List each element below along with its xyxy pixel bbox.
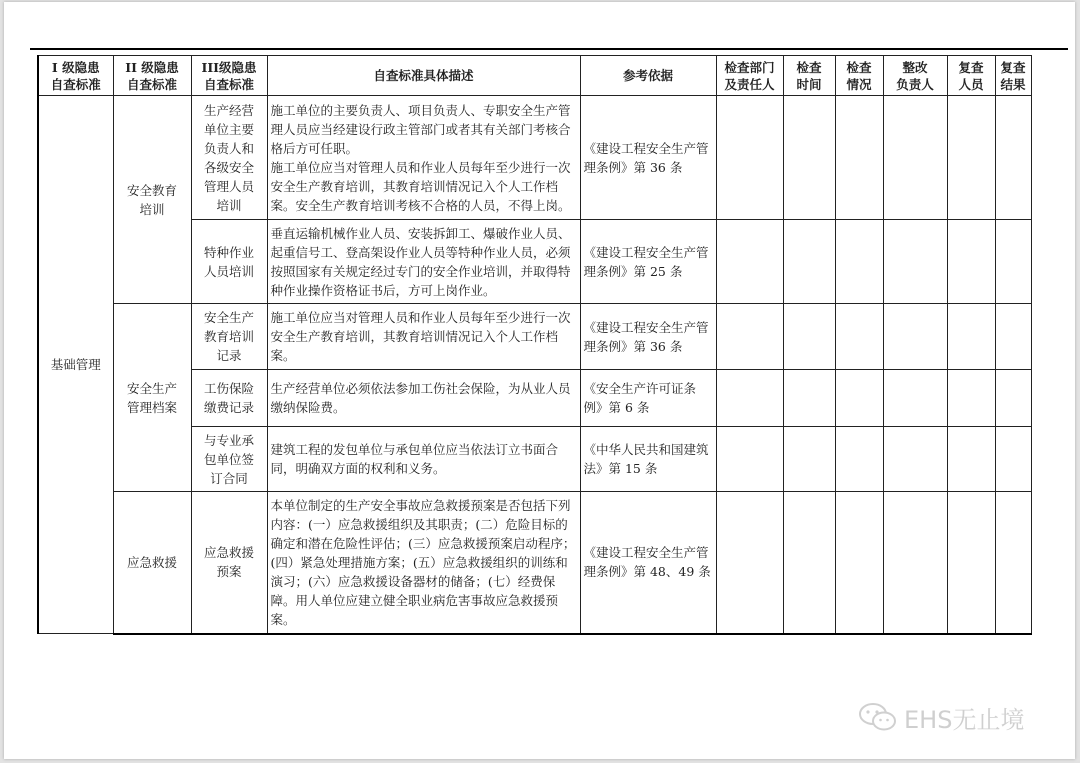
recheck-person-cell[interactable]: [947, 427, 995, 492]
recheck-result-cell[interactable]: [995, 220, 1031, 304]
recheck-result-cell[interactable]: [995, 427, 1031, 492]
wechat-icon: [858, 702, 898, 732]
header-row: [38, 56, 1031, 96]
dept-cell[interactable]: [716, 427, 783, 492]
status-cell[interactable]: [835, 304, 883, 370]
recheck-result-cell[interactable]: [995, 492, 1031, 634]
header-rule: [30, 48, 1068, 50]
time-cell[interactable]: [783, 492, 835, 634]
header-level1: I 级隐患 自查标准: [38, 56, 113, 96]
recheck-person-cell[interactable]: [947, 96, 995, 220]
level3-cell: 与专业承 包单位签 订合同: [191, 427, 267, 492]
table-row: [38, 492, 1031, 634]
reference-cell: 《建设工程安全生产管理条例》第 48、49 条: [580, 492, 716, 634]
recheck-result-cell[interactable]: [995, 304, 1031, 370]
level1-cell: 基础管理: [38, 96, 113, 634]
header-recheck-result: 复查 结果: [995, 56, 1031, 96]
time-cell[interactable]: [783, 304, 835, 370]
dept-cell[interactable]: [716, 304, 783, 370]
level3-cell: 特种作业 人员培训: [191, 220, 267, 304]
time-cell[interactable]: [783, 220, 835, 304]
header-rectify: 整改 负责人: [883, 56, 947, 96]
level3-cell: 工伤保险 缴费记录: [191, 370, 267, 427]
header-reference: 参考依据: [580, 56, 716, 96]
dept-cell[interactable]: [716, 492, 783, 634]
watermark: [858, 700, 1024, 734]
rectify-cell[interactable]: [883, 370, 947, 427]
rectify-cell[interactable]: [883, 427, 947, 492]
description-cell: 本单位制定的生产安全事故应急救援预案是否包括下列内容：(一）应急救援组织及其职责；(二）危险目标的确定和潜在危险性评估；(三）应急救援预案启动程序；(四）紧急处理措施方案；(五）应急救援组织的训练和演习；(六）应急救援设备器材的储备；(七）经费保障。用人单位应建立健全职业病危害事故应急救援预案。: [267, 492, 580, 634]
rectify-cell[interactable]: [883, 304, 947, 370]
header-dept: 检查部门 及责任人: [716, 56, 783, 96]
description-cell: 垂直运输机械作业人员、安装拆卸工、爆破作业人员、起重信号工、登高架设作业人员等特种作业人员，必须按照国家有关规定经过专门的安全作业培训，并取得特种作业操作资格证书后，方可上岗作业。: [267, 220, 580, 304]
rectify-cell[interactable]: [883, 492, 947, 634]
status-cell[interactable]: [835, 220, 883, 304]
hazard-self-check-table: [37, 55, 1032, 635]
reference-cell: 《安全生产许可证条例》第 6 条: [580, 370, 716, 427]
dept-cell[interactable]: [716, 370, 783, 427]
header-time: 检查 时间: [783, 56, 835, 96]
level3-cell: 应急救援 预案: [191, 492, 267, 634]
level3-cell: 安全生产 教育培训 记录: [191, 304, 267, 370]
status-cell[interactable]: [835, 492, 883, 634]
description-cell: 施工单位应当对管理人员和作业人员每年至少进行一次安全生产教育培训，其教育培训情况记入个人工作档案。: [267, 304, 580, 370]
header-level3: III级隐患 自查标准: [191, 56, 267, 96]
header-description: 自查标准具体描述: [267, 56, 580, 96]
status-cell[interactable]: [835, 370, 883, 427]
rectify-cell[interactable]: [883, 96, 947, 220]
recheck-result-cell[interactable]: [995, 370, 1031, 427]
recheck-person-cell[interactable]: [947, 492, 995, 634]
level2-training: 安全教育 培训: [113, 96, 191, 304]
table-row: [38, 304, 1031, 370]
reference-cell: 《中华人民共和国建筑法》第 15 条: [580, 427, 716, 492]
dept-cell[interactable]: [716, 96, 783, 220]
time-cell[interactable]: [783, 370, 835, 427]
level2-archives: 安全生产 管理档案: [113, 304, 191, 492]
time-cell[interactable]: [783, 96, 835, 220]
watermark-text: EHS无止境: [904, 705, 1025, 734]
description-cell: 生产经营单位必须依法参加工伤社会保险，为从业人员缴纳保险费。: [267, 370, 580, 427]
status-cell[interactable]: [835, 427, 883, 492]
reference-cell: 《建设工程安全生产管理条例》第 36 条: [580, 96, 716, 220]
recheck-person-cell[interactable]: [947, 370, 995, 427]
level3-cell: 生产经营 单位主要 负责人和 各级安全 管理人员 培训: [191, 96, 267, 220]
table-row: [38, 96, 1031, 220]
reference-cell: 《建设工程安全生产管理条例》第 25 条: [580, 220, 716, 304]
rectify-cell[interactable]: [883, 220, 947, 304]
time-cell[interactable]: [783, 427, 835, 492]
status-cell[interactable]: [835, 96, 883, 220]
recheck-person-cell[interactable]: [947, 304, 995, 370]
recheck-person-cell[interactable]: [947, 220, 995, 304]
dept-cell[interactable]: [716, 220, 783, 304]
description-cell: 建筑工程的发包单位与承包单位应当依法订立书面合同，明确双方面的权利和义务。: [267, 427, 580, 492]
level2-emergency: 应急救援: [113, 492, 191, 634]
header-recheck-person: 复查 人员: [947, 56, 995, 96]
header-status: 检查 情况: [835, 56, 883, 96]
reference-cell: 《建设工程安全生产管理条例》第 36 条: [580, 304, 716, 370]
header-level2: II 级隐患 自查标准: [113, 56, 191, 96]
description-cell: 施工单位的主要负责人、项目负责人、专职安全生产管理人员应当经建设行政主管部门或者其有关部门考核合格后方可任职。 施工单位应当对管理人员和作业人员每年至少进行一次安全生产教育培训，其教育培训情况记入个人工作档案。安全生产教育培训考核不合格的人员，不得上岗。: [267, 96, 580, 220]
recheck-result-cell[interactable]: [995, 96, 1031, 220]
